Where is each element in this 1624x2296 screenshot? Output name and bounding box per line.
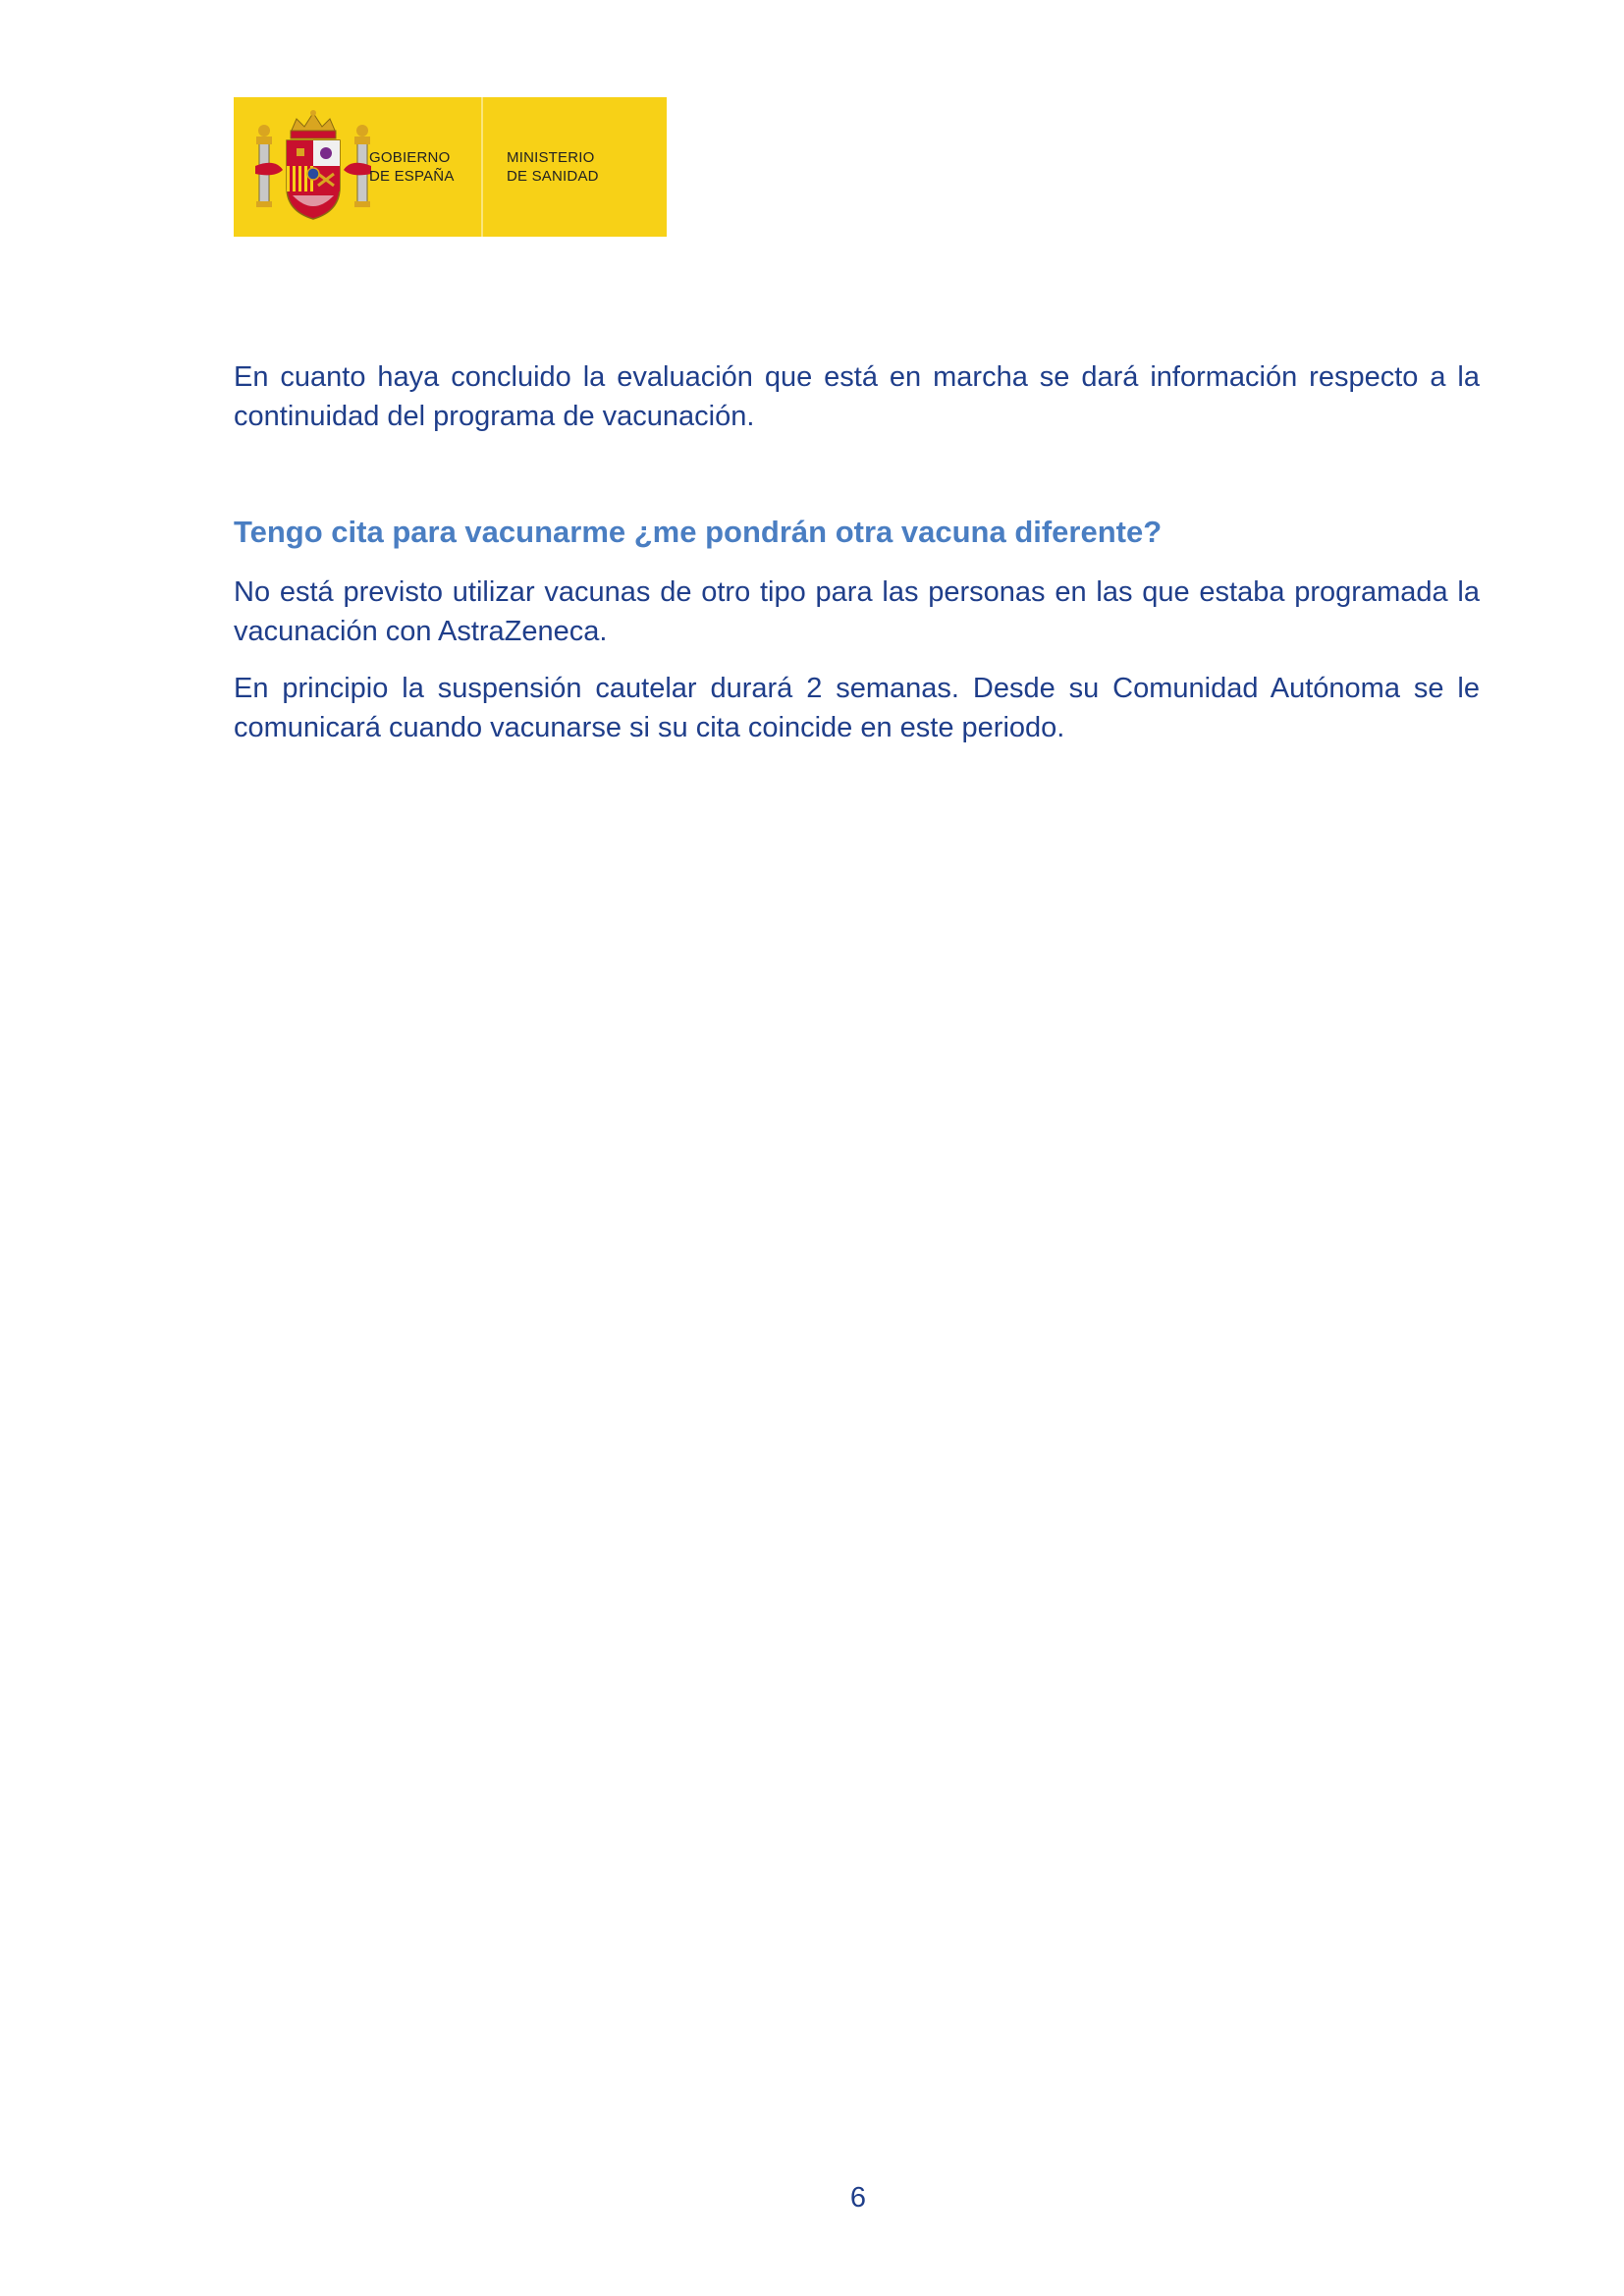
- ministry-label: [507, 148, 599, 186]
- page-number: 6: [849, 2182, 867, 2214]
- section-heading: Tengo cita para vacunarme ¿me pondrán otra vacuna diferente?: [234, 515, 1163, 549]
- paragraph-no-other-vaccine: No está previsto utilizar vacunas de otro tipo para las personas en las que estaba programada la vacunación con AstraZeneca.: [234, 576, 1480, 647]
- government-logo: [234, 97, 667, 237]
- government-line-1: GOBIERNO: [369, 149, 451, 166]
- paragraph-evaluation: En cuanto haya concluido la evaluación que está en marcha se dará información respecto a la continuidad del programa de vacunación.: [234, 361, 1480, 432]
- logo-divider: [481, 97, 483, 237]
- ministry-line-2: DE SANIDAD: [507, 168, 599, 185]
- ministry-line-1: MINISTERIO: [507, 149, 595, 166]
- government-label: [369, 148, 455, 186]
- coat-of-arms-icon: [253, 109, 373, 225]
- paragraph-suspension: En principio la suspensión cautelar durará 2 semanas. Desde su Comunidad Autónoma se le comunicará cuando vacunarse si su cita coincide en este periodo.: [234, 673, 1480, 743]
- government-line-2: DE ESPAÑA: [369, 168, 455, 185]
